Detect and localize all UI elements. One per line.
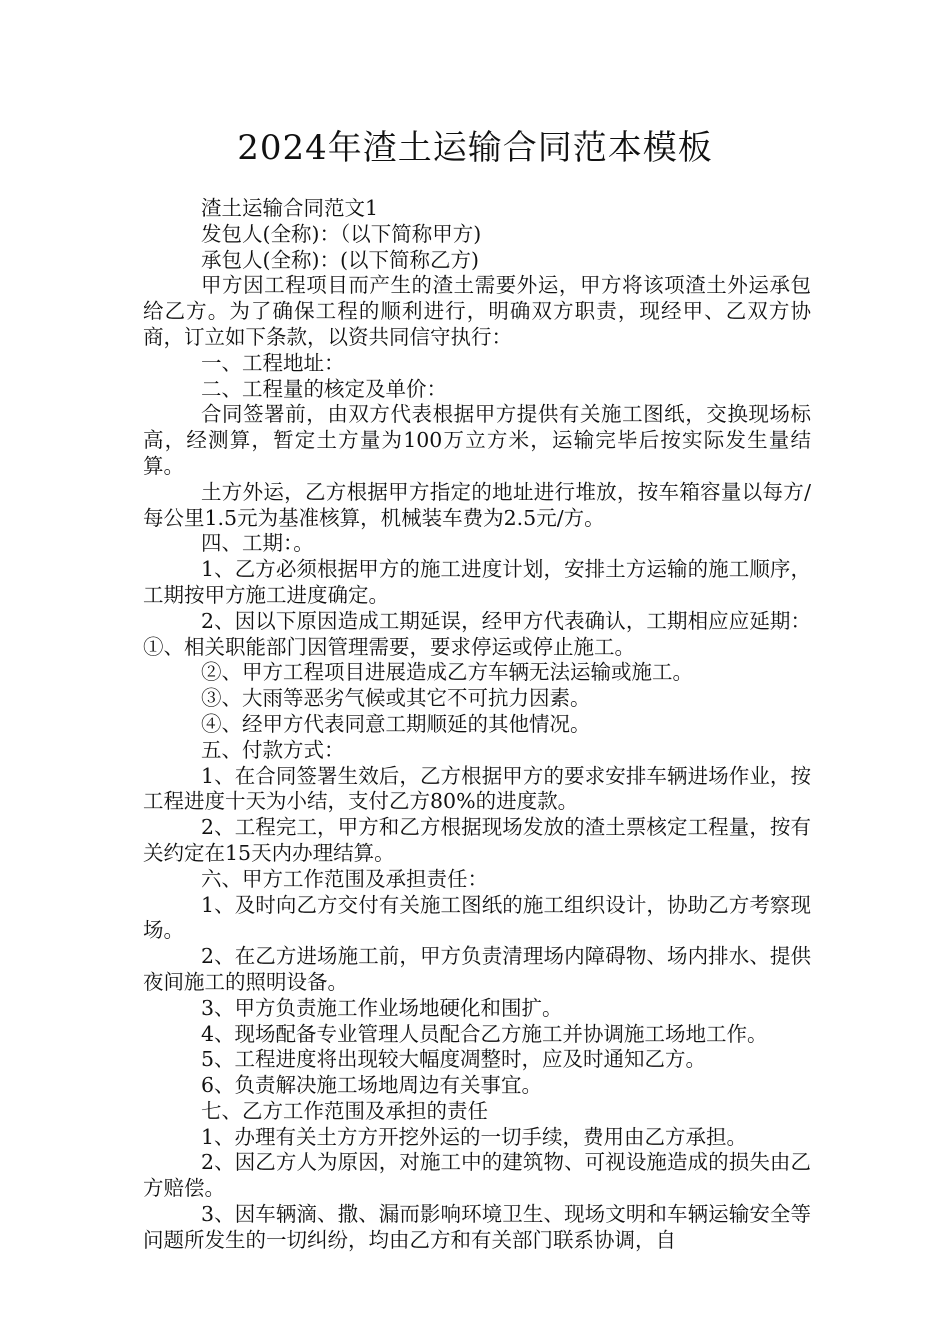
paragraph: ④、经甲方代表同意工期顺延的其他情况。 (201, 711, 591, 736)
paragraph: 1、及时向乙方交付有关施工图纸的施工组织设计，协助乙方考察现场。 (143, 892, 811, 943)
paragraph: 四、工期：。 (201, 531, 314, 556)
paragraph: 1、办理有关土方方开挖外运的一切手续，费用由乙方承担。 (201, 1124, 748, 1149)
document-title: 2024年渣土运输合同范本模板 (237, 128, 713, 168)
paragraph: 渣土运输合同范文1 (201, 196, 379, 220)
paragraph: 土方外运，乙方根据甲方指定的地址进行堆放，按车箱容量以每方/每公里1.5元为基准核算，机械装车费为2.5元/方。 (143, 479, 811, 530)
paragraph: ③、大雨等恶劣气候或其它不可抗力因素。 (201, 686, 591, 711)
paragraph: 发包人(全称)：（以下简称甲方) (201, 221, 482, 246)
paragraph: 1、在合同签署生效后，乙方根据甲方的要求安排车辆进场作业，按工程进度十天为小结，支付乙方80%的进度款。 (143, 763, 811, 814)
paragraph: 5、工程进度将出现较大幅度凋整时，应及时通知乙方。 (201, 1047, 707, 1072)
paragraph: 6、负责解决施工场地周边有关事宜。 (201, 1073, 543, 1098)
paragraph: 2、工程完工，甲方和乙方根据现场发放的渣土票核定工程量，按有关约定在15天内办理结算。 (143, 815, 811, 865)
paragraph: 合同签署前，由双方代表根据甲方提供有关施工图纸，交换现场标高，经测算，暂定土方量为100万立方米，运输完毕后按实际发生量结算。 (143, 402, 811, 478)
paragraph: 4、现场配备专业管理人员配合乙方施工并协调施工场地工作。 (201, 1021, 768, 1046)
paragraph: 五、付款方式： (201, 737, 345, 762)
paragraph: 2、因乙方人为原因，对施工中的建筑物、可视设施造成的损失由乙方赔偿。 (143, 1150, 811, 1201)
paragraph: 2、因以下原因造成工期延误，经甲方代表确认，工期相应应延期：①、相关职能部门因管理需要，要求停运或停止施工。 (143, 608, 811, 659)
paragraph: 六、甲方工作范围及承担责任： (201, 866, 488, 891)
paragraph: 一、工程地址： (201, 350, 345, 375)
paragraph: 甲方因工程项目而产生的渣土需要外运，甲方将该项渣土外运承包给乙方。为了确保工程的顺利进行，明确双方职责，现经甲、乙双方协商，订立如下条款，以资共同信守执行： (143, 273, 811, 349)
document-body (143, 196, 811, 1254)
paragraph: 3、甲方负责施工作业场地硬化和围扩。 (201, 995, 563, 1020)
paragraph: 承包人(全称)：(以下简称乙方) (201, 247, 479, 272)
paragraph: 2、在乙方进场施工前，甲方负责清理场内障碍物、场内排水、提供夜间施工的照明设备。 (143, 944, 811, 994)
paragraph: 二、工程量的核定及单价： (201, 376, 447, 401)
paragraph: 1、乙方必须根据甲方的施工进度计划，安排土方运输的施工顺序，工期按甲方施工进度确定。 (143, 557, 811, 607)
paragraph: 3、因车辆滴、撒、漏而影响环境卫生、现场文明和车辆运输安全等问题所发生的一切纠纷，均由乙方和有关部门联系协调，自 (143, 1202, 811, 1252)
paragraph: ②、甲方工程项目进展造成乙方车辆无法运输或施工。 (201, 660, 693, 685)
paragraph: 七、乙方工作范围及承担的责任 (201, 1098, 488, 1123)
